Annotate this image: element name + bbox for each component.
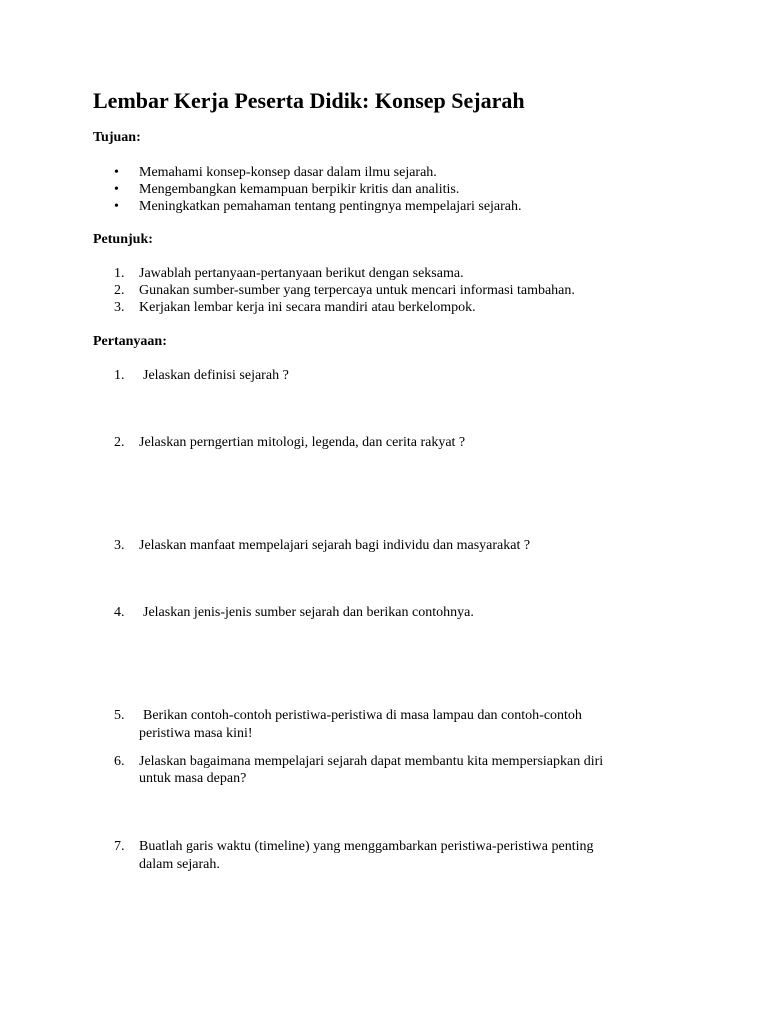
question-text: Jelaskan manfaat mempelajari sejarah bagi individu dan masyarakat ? [139, 538, 531, 553]
bullet-icon: • [114, 199, 119, 214]
petunjuk-number: 1. [114, 266, 125, 281]
question-number: 3. [114, 538, 125, 553]
question-number: 6. [114, 754, 125, 769]
petunjuk-number: 3. [114, 300, 125, 315]
question-number: 7. [114, 839, 125, 854]
tujuan-heading: Tujuan: [93, 130, 141, 145]
tujuan-item: Meningkatkan pemahaman tentang pentingnya mempelajari sejarah. [139, 199, 522, 214]
question-number: 1. [114, 368, 125, 383]
question-text-continued: untuk masa depan? [139, 771, 247, 786]
question-text: Jelaskan definisi sejarah ? [143, 368, 289, 383]
question-number: 2. [114, 435, 125, 450]
question-text: Jelaskan jenis-jenis sumber sejarah dan berikan contohnya. [143, 605, 474, 620]
pertanyaan-heading: Pertanyaan: [93, 334, 167, 349]
question-text: Jelaskan perngertian mitologi, legenda, dan cerita rakyat ? [139, 435, 466, 450]
petunjuk-heading: Petunjuk: [93, 232, 153, 247]
tujuan-item: Mengembangkan kemampuan berpikir kritis dan analitis. [139, 182, 460, 197]
petunjuk-number: 2. [114, 283, 125, 298]
question-text: Jelaskan bagaimana mempelajari sejarah dapat membantu kita mempersiapkan diri [139, 754, 604, 769]
petunjuk-item: Jawablah pertanyaan-pertanyaan berikut dengan seksama. [139, 266, 464, 281]
bullet-icon: • [114, 182, 119, 197]
tujuan-item: Memahami konsep-konsep dasar dalam ilmu sejarah. [139, 165, 437, 180]
page-title: Lembar Kerja Peserta Didik: Konsep Sejarah [93, 88, 525, 113]
question-text: Buatlah garis waktu (timeline) yang menggambarkan peristiwa-peristiwa penting [139, 839, 594, 854]
question-text: Berikan contoh-contoh peristiwa-peristiwa di masa lampau dan contoh-contoh [143, 708, 582, 723]
petunjuk-item: Kerjakan lembar kerja ini secara mandiri atau berkelompok. [139, 300, 476, 315]
petunjuk-item: Gunakan sumber-sumber yang terpercaya untuk mencari informasi tambahan. [139, 283, 575, 298]
question-number: 5. [114, 708, 125, 723]
question-text-continued: peristiwa masa kini! [139, 726, 253, 741]
question-text-continued: dalam sejarah. [139, 857, 220, 872]
question-number: 4. [114, 605, 125, 620]
bullet-icon: • [114, 165, 119, 180]
